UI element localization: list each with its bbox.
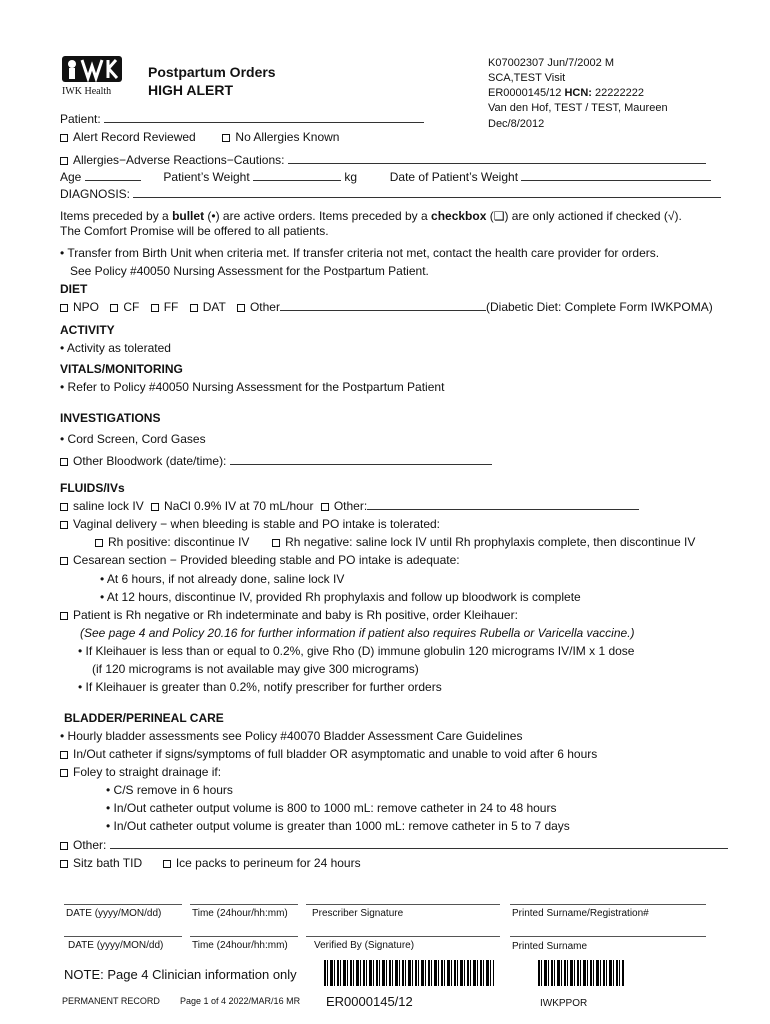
age-weight-row (60, 170, 711, 184)
patient-field (60, 112, 424, 126)
fluids-other-input[interactable] (367, 499, 639, 510)
diet-note: (Diabetic Diet: Complete Form IWKPOMA) (485, 300, 713, 314)
allergies-row (60, 153, 706, 167)
bladder-other-row: Other: (60, 838, 728, 852)
form-subtitle: HIGH ALERT (148, 82, 234, 98)
diet-other-input[interactable] (280, 300, 486, 311)
bladder-item-1: • Hourly bladder assessments see Policy #40070 Bladder Assessment Care Guidelines (60, 729, 523, 743)
page-info: Page 1 of 4 2022/MAR/16 MR (180, 996, 301, 1006)
diagnosis-row (60, 187, 721, 201)
ice-packs-checkbox[interactable] (163, 860, 171, 868)
diet-options: NPO CF FF DAT Other (Diabetic Diet: Complete Form IWKPOMA) (60, 300, 713, 314)
prescriber-signature-line[interactable] (306, 904, 500, 905)
alert-record-label: Alert Record Reviewed (73, 130, 196, 144)
date-label-2: DATE (yyyy/MON/dd) (68, 940, 164, 951)
kleihauer-item-1: • If Kleihauer is less than or equal to 0.2%, give Rho (D) immune globulin 120 micrograms IV/IM x 1 dose (78, 644, 635, 658)
foley-checkbox[interactable] (60, 769, 68, 777)
form-title: Postpartum Orders (148, 64, 276, 80)
other-bloodwork-checkbox[interactable] (60, 458, 68, 466)
time-label-2: Time (24hour/hh:mm) (192, 940, 288, 951)
printed-surname-label: Printed Surname (512, 941, 588, 952)
kleihauer-checkbox[interactable] (60, 612, 68, 620)
diet-cf-checkbox[interactable] (110, 304, 118, 312)
visit-barcode (324, 960, 494, 986)
comfort-promise: The Comfort Promise will be offered to all patients. (60, 224, 329, 238)
form-barcode-text: IWKPPOR (540, 998, 588, 1009)
rh-negative-checkbox[interactable] (272, 539, 280, 547)
date-line-2[interactable] (64, 936, 182, 937)
date-label-1: DATE (yyyy/MON/dd) (66, 908, 162, 919)
transfer-order: • Transfer from Birth Unit when criteria met. If transfer criteria not met, contact the health care provider for orders. (60, 246, 660, 260)
age-label: Age (60, 170, 82, 184)
see-page-note: (See page 4 and Policy 20.16 for further information if patient also requires Rubella or Varicella vaccine.) (80, 626, 635, 640)
intro-line-1: Items preceded by a bullet (•) are active orders. Items preceded by a checkbox (❑) are only actioned if checked (√). (60, 209, 682, 223)
foley-item-3: • In/Out catheter output volume is greater than 1000 mL: remove catheter in 5 to 7 days (106, 819, 570, 833)
bladder-heading: BLADDER/PERINEAL CARE (64, 711, 224, 725)
printed-surname-reg-label: Printed Surname/Registration# (512, 908, 649, 919)
inout-catheter-checkbox[interactable] (60, 751, 68, 759)
no-allergies-label: No Allergies Known (235, 130, 340, 144)
fluids-heading: FLUIDS/IVs (60, 481, 125, 495)
foley-item-1: • C/S remove in 6 hours (106, 783, 233, 797)
allergies-input[interactable] (288, 153, 706, 164)
rh-positive-checkbox[interactable] (95, 539, 103, 547)
date-line-1[interactable] (64, 904, 182, 905)
bladder-other-input[interactable] (110, 838, 728, 849)
cesarean-checkbox[interactable] (60, 557, 68, 565)
vaginal-delivery-row: Vaginal delivery − when bleeding is stable and PO intake is tolerated: (60, 517, 440, 531)
alert-row (60, 130, 339, 144)
patient-date-line: Dec/8/2012 (488, 118, 545, 130)
printed-surname-line-1[interactable] (510, 904, 706, 905)
allergies-label: Allergies−Adverse Reactions−Cautions: (73, 153, 285, 167)
form-barcode (538, 960, 624, 986)
weight-unit: kg (344, 170, 358, 184)
weight-label: Patient’s Weight (163, 170, 250, 184)
time-line-1[interactable] (190, 904, 298, 905)
cesarean-item-2: • At 12 hours, discontinue IV, provided Rh prophylaxis and follow up bloodwork is complete (100, 590, 581, 604)
transfer-policy: See Policy #40050 Nursing Assessment for the Postpartum Patient. (70, 264, 429, 278)
activity-heading: ACTIVITY (60, 323, 115, 337)
age-input[interactable] (85, 170, 141, 181)
time-line-2[interactable] (190, 936, 298, 937)
fluids-other-checkbox[interactable] (321, 503, 329, 511)
diet-npo-checkbox[interactable] (60, 304, 68, 312)
bladder-other-checkbox[interactable] (60, 842, 68, 850)
fluids-options: saline lock IV NaCl 0.9% IV at 70 mL/hour Other: (60, 499, 639, 513)
diet-heading: DIET (60, 282, 88, 296)
kleihauer-row: Patient is Rh negative or Rh indeterminate and baby is Rh positive, order Kleihauer: (60, 608, 518, 622)
weight-date-input[interactable] (521, 170, 711, 181)
nacl-checkbox[interactable] (151, 503, 159, 511)
alert-record-checkbox[interactable] (60, 134, 68, 142)
sitz-ice-row: Sitz bath TID Ice packs to perineum for 24 hours (60, 856, 361, 870)
time-label-1: Time (24hour/hh:mm) (192, 908, 288, 919)
prescriber-signature-label: Prescriber Signature (312, 908, 404, 919)
patient-input[interactable] (104, 112, 424, 123)
diet-other-checkbox[interactable] (237, 304, 245, 312)
visit-barcode-text: ER0000145/12 (326, 994, 413, 1009)
bloodwork-datetime-input[interactable] (230, 454, 492, 465)
vitals-item: • Refer to Policy #40050 Nursing Assessment for the Postpartum Patient (60, 380, 445, 394)
patient-id-line: K07002307 Jun/7/2002 M (488, 57, 614, 69)
activity-item: • Activity as tolerated (60, 341, 171, 355)
cord-screen-item: • Cord Screen, Cord Gases (60, 432, 206, 446)
patient-label: Patient: (60, 112, 101, 126)
diagnosis-input[interactable] (133, 187, 721, 198)
patient-name-line: SCA,TEST Visit (488, 72, 566, 84)
saline-lock-checkbox[interactable] (60, 503, 68, 511)
diet-dat-checkbox[interactable] (190, 304, 198, 312)
vitals-heading: VITALS/MONITORING (60, 362, 183, 376)
other-bloodwork-row: Other Bloodwork (date/time): (60, 454, 492, 468)
cesarean-item-1: • At 6 hours, if not already done, saline lock IV (100, 572, 345, 586)
investigations-heading: INVESTIGATIONS (60, 411, 161, 425)
weight-input[interactable] (253, 170, 341, 181)
kleihauer-item-2: • If Kleihauer is greater than 0.2%, notify prescriber for further orders (78, 680, 442, 694)
bladder-item-3: Foley to straight drainage if: (60, 765, 221, 779)
patient-visit-line: ER0000145/12 HCN: 22222222 (488, 87, 644, 99)
printed-surname-line-2[interactable] (510, 936, 706, 937)
allergies-checkbox[interactable] (60, 157, 68, 165)
rh-options-row: Rh positive: discontinue IV Rh negative: saline lock IV until Rh prophylaxis complete, then discontinue IV (95, 535, 695, 549)
weight-date-label: Date of Patient’s Weight (389, 170, 519, 184)
vaginal-delivery-checkbox[interactable] (60, 521, 68, 529)
verified-signature-line[interactable] (306, 936, 500, 937)
logo-text: IWK Health (62, 86, 112, 97)
diagnosis-label: DIAGNOSIS: (60, 187, 131, 201)
diet-ff-checkbox[interactable] (151, 304, 159, 312)
clinician-note: NOTE: Page 4 Clinician information only (64, 967, 297, 982)
verified-signature-label: Verified By (Signature) (314, 940, 415, 951)
cesarean-row: Cesarean section − Provided bleeding stable and PO intake is adequate: (60, 553, 460, 567)
kleihauer-item-1-note: (if 120 micrograms is not available may give 300 micrograms) (92, 662, 419, 676)
sitz-bath-checkbox[interactable] (60, 860, 68, 868)
foley-item-2: • In/Out catheter output volume is 800 to 1000 mL: remove catheter in 24 to 48 hours (106, 801, 557, 815)
bladder-item-2: In/Out catheter if signs/symptoms of full bladder OR asymptomatic and unable to void after 6 hours (60, 747, 597, 761)
patient-provider-line: Van den Hof, TEST / TEST, Maureen (488, 102, 668, 114)
no-allergies-checkbox[interactable] (222, 134, 230, 142)
permanent-record: PERMANENT RECORD (62, 996, 160, 1006)
